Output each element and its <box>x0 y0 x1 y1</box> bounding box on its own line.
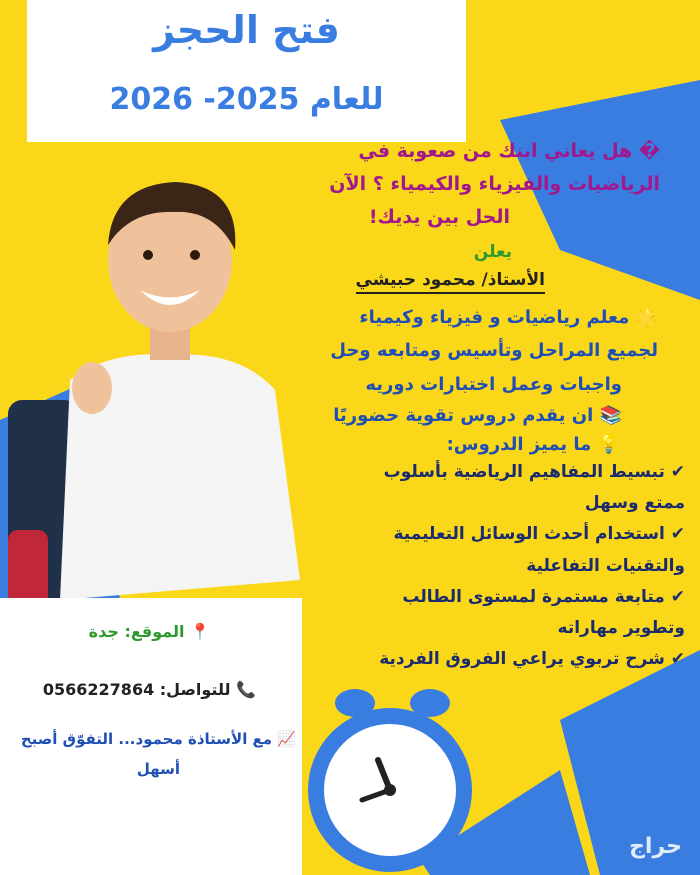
phone-text[interactable]: 📞 للتواصل: 0566227864 <box>42 680 256 699</box>
feature-3a: ✔ متابعة مستمرة لمستوى الطالب <box>402 587 685 607</box>
feature-3b: وتطوير مهاراته <box>557 618 685 638</box>
announce-text: يعلن <box>473 242 512 262</box>
features-heading: 💡 ما يميز الدروس: <box>446 434 620 455</box>
question-line2: الرياضيات والفيزياء والكيمياء ؟ الآن <box>329 173 660 195</box>
intro-line3: واجبات وعمل اختبارات دوريه <box>365 374 622 395</box>
watermark-logo: حراج <box>629 834 682 859</box>
location-text: 📍 الموقع: جدة <box>88 622 210 641</box>
intro-line2: لجميع المراحل وتأسيس ومتابعه وحل <box>330 340 658 361</box>
feature-2a: ✔ استخدام أحدث الوسائل التعليمية <box>393 524 685 544</box>
slogan-line1: 📈 مع الأستاذة محمود... التفوّق أصبح <box>20 730 296 748</box>
feature-1b: ممتع وسهل <box>584 493 685 513</box>
intro-line1: 🌟 معلم رياضيات و فيزياء وكيمياء <box>359 307 658 328</box>
feature-4: ✔ شرح تربوي يراعي الفروق الفردية <box>379 649 685 669</box>
intro-line4: 📚 ان يقدم دروس تقوية حضوريًا <box>333 405 622 426</box>
contact-card <box>0 598 302 875</box>
alarm-clock-icon <box>308 689 472 872</box>
question-line3: الحل بين يديك! <box>368 206 510 228</box>
slogan-line2: أسهل <box>136 760 180 778</box>
feature-2b: والتقنيات التفاعلية <box>526 556 685 576</box>
title-card <box>27 0 466 142</box>
title-line1: فتح الحجز <box>153 8 340 52</box>
feature-1a: ✔ تبسيط المفاهيم الرياضية بأسلوب <box>383 462 685 482</box>
question-line1: � هل يعاني ابنك من صعوبة في <box>358 140 660 162</box>
title-line2: للعام 2025- 2026 <box>109 82 384 117</box>
teacher-name: الأستاذ/ محمود حبيشي <box>356 270 545 294</box>
